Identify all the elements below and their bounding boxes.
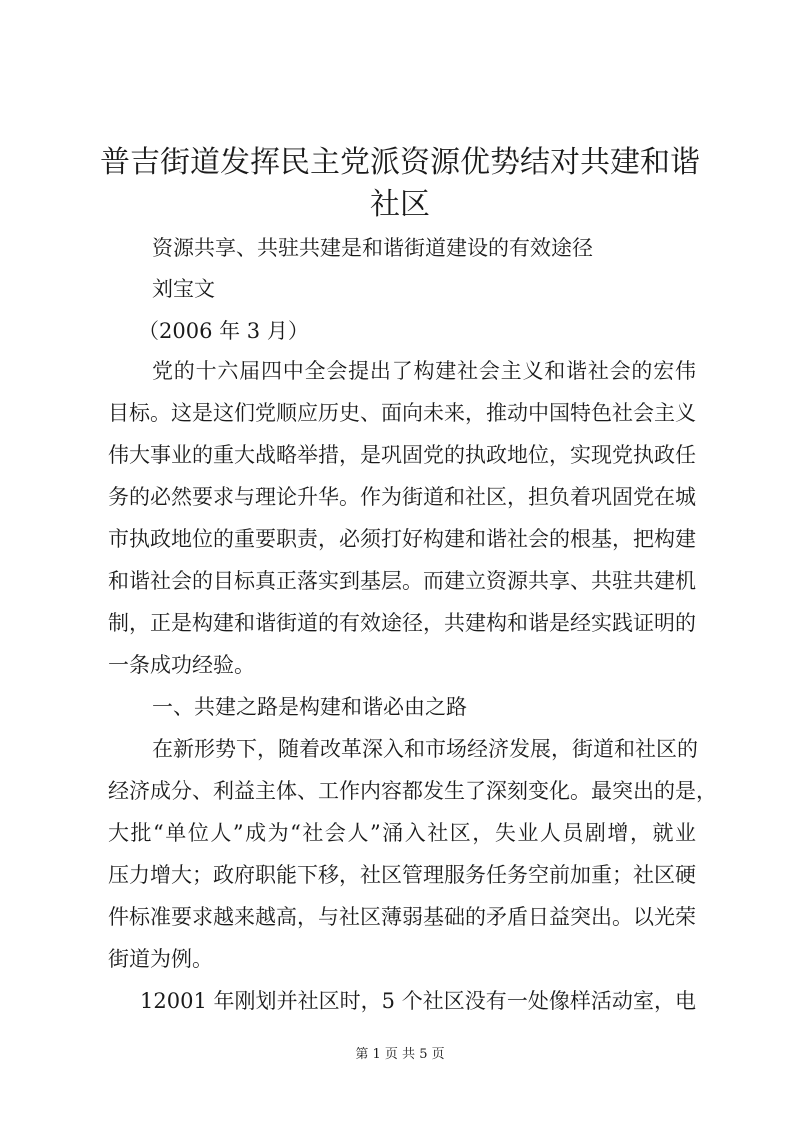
paragraph-line: 务的必然要求与理论升华。作为街道和社区，担负着巩固党在城: [108, 485, 696, 509]
document-title-line-1: 普吉街道发挥民主党派资源优势结对共建和谐: [100, 145, 700, 180]
paragraph-line: 目标。这是这们党顺应历史、面向未来，推动中国特色社会主义: [108, 401, 696, 425]
document-title-line-2: 社区: [370, 187, 430, 222]
section-heading: 一、共建之路是构建和谐必由之路: [152, 695, 467, 719]
paragraph-line: 经济成分、利益主体、工作内容都发生了深刻变化。最突出的是，: [108, 779, 717, 803]
paragraph-line: 市执政地位的重要职责，必须打好构建和谐社会的根基，把构建: [108, 527, 696, 551]
paragraph-line: 件标准要求越来越高，与社区薄弱基础的矛盾日益突出。以光荣: [108, 905, 696, 929]
paragraph-line: 党的十六届四中全会提出了构建社会主义和谐社会的宏伟: [152, 359, 696, 383]
paragraph-line: 大批“单位人”成为“社会人”涌入社区，失业人员剧增，就业: [108, 821, 696, 845]
paragraph-line: 和谐社会的目标真正落实到基层。而建立资源共享、共驻共建机: [108, 569, 696, 593]
paragraph-line: 制，正是构建和谐街道的有效途径，共建构和谐是经实践证明的: [108, 611, 696, 635]
date: （2006 年 3 月）: [138, 319, 309, 343]
paragraph-line: 街道为例。: [108, 947, 213, 971]
subtitle: 资源共享、共驻共建是和谐街道建设的有效途径: [152, 236, 593, 260]
paragraph-line: 一条成功经验。: [108, 653, 255, 677]
paragraph-line: 压力增大；政府职能下移，社区管理服务任务空前加重；社区硬: [108, 863, 696, 887]
paragraph-line: 12001 年刚划并社区时，5 个社区没有一处像样活动室，电: [140, 989, 696, 1013]
paragraph-line: 伟大事业的重大战略举措，是巩固党的执政地位，实现党执政任: [108, 443, 696, 467]
page-footer: 第 1 页 共 5 页: [355, 1047, 445, 1062]
author: 刘宝文: [152, 277, 215, 301]
paragraph-line: 在新形势下，随着改革深入和市场经济发展，街道和社区的: [152, 737, 698, 761]
